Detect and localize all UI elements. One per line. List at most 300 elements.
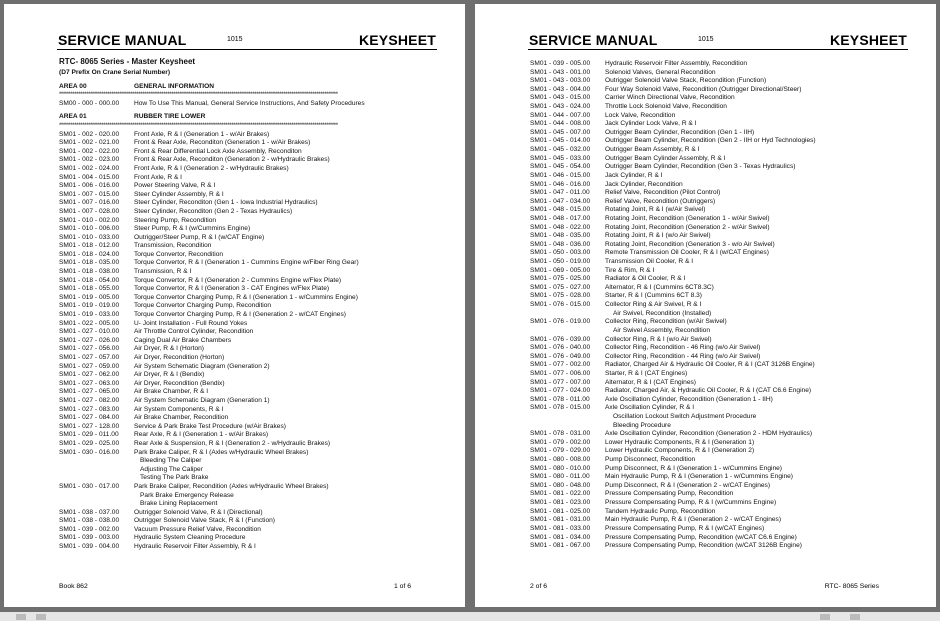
list-item	[59, 406, 445, 415]
page-1-body	[59, 58, 445, 552]
entry-description: Outrigger/Steer Pump, R & I (w/CAT Engine)	[134, 233, 265, 241]
entry-description: Outrigger Solenoid Valve, R & I (Directional)	[134, 508, 263, 516]
entry-description: Torque Convertor, Recondition	[134, 250, 224, 258]
entry-code: SM01 - 045 - 032.00	[530, 146, 591, 154]
entry-code: SM01 - 081 - 025.00	[530, 507, 591, 515]
list-item	[59, 165, 445, 174]
entry-code: SM01 - 048 - 022.00	[530, 223, 591, 231]
list-item	[59, 328, 445, 337]
header-keysheet: KEYSHEET	[829, 32, 907, 48]
list-item	[59, 156, 445, 165]
entry-description: Air System Schematic Diagram (Generation 1)	[134, 396, 270, 404]
viewer-toolbar	[0, 612, 940, 621]
entry-code: SM01 - 027 - 083.00	[59, 405, 120, 413]
footer-right: RTC- 8065 Series	[824, 583, 879, 590]
list-item	[530, 490, 916, 499]
entry-code: SM01 - 081 - 033.00	[530, 524, 591, 532]
header-code: 1015	[227, 36, 243, 43]
entry-description: Air Dryer, Recondition (Horton)	[134, 354, 225, 361]
list-item	[530, 215, 916, 224]
entry-description: Pressure Compensating Pump, R & I (w/Cummins Engine)	[605, 499, 777, 507]
entry-code: SM01 - 039 - 003.00	[59, 534, 120, 542]
entry-code: SM01 - 077 - 024.00	[530, 387, 591, 395]
entry-description: Alternator, R & I (CAT Engines)	[605, 378, 697, 386]
entry-code: SM01 - 027 - 128.00	[59, 422, 120, 430]
entry-code: SM01 - 010 - 033.00	[59, 233, 120, 241]
list-item	[530, 465, 916, 474]
entry-description: Torque Convertor, R & I (Generation 2 - Cummins Engine w/Flex Plate)	[134, 276, 342, 284]
entry-description: Outrigger Solenoid Valve Stack, R & I (Function)	[134, 517, 275, 525]
entry-code: SM01 - 002 - 023.00	[59, 156, 120, 164]
list-item	[530, 516, 916, 525]
entry-code: SM01 - 018 - 035.00	[59, 259, 120, 267]
list-subitem	[530, 310, 916, 319]
entry-code: SM01 - 039 - 004.00	[59, 543, 120, 551]
list-item	[530, 267, 916, 276]
entry-code: SM01 - 002 - 021.00	[59, 139, 120, 147]
header-keysheet: KEYSHEET	[358, 32, 436, 48]
entry-subtopic: Testing The Park Brake	[140, 474, 209, 482]
list-item	[59, 380, 445, 389]
entry-subtopic: Bleeding The Caliper	[140, 457, 202, 465]
entry-description: Torque Convertor, R & I (Generation 1 - Cummins Engine w/Fiber Ring Gear)	[134, 259, 359, 267]
entry-code: SM01 - 027 - 056.00	[59, 345, 120, 353]
list-item	[530, 344, 916, 353]
list-item	[59, 217, 445, 226]
entry-code: SM01 - 050 - 019.00	[530, 258, 591, 266]
entry-description: Tandem Hydraulic Pump, Recondition	[605, 507, 716, 515]
entry-description: Park Brake Caliper, Recondition (Axles w/Hydraulic Wheel Brakes)	[134, 482, 329, 490]
list-item	[59, 534, 445, 543]
entry-description: Jack Cylinder Lock Valve, R & I	[605, 120, 697, 128]
entry-description: Transmission Oil Cooler, R & I	[605, 258, 694, 266]
list-item	[530, 534, 916, 543]
entry-description: Jack Cylinder, Recondition	[605, 180, 683, 188]
entry-description: Lower Hydraulic Components, R & I (Generation 1)	[605, 438, 755, 446]
sm00-entry	[59, 100, 445, 109]
entry-code: SM01 - 075 - 025.00	[530, 275, 591, 283]
entry-code: SM01 - 080 - 048.00	[530, 481, 591, 489]
entry-description: Carrier Winch Directional Valve, Recondition	[605, 94, 735, 102]
list-item	[530, 86, 916, 95]
entry-description: Air System Schematic Diagram (Generation 2)	[134, 362, 270, 370]
area-01-heading	[59, 113, 445, 122]
list-item	[530, 292, 916, 301]
entry-description: Air System Components, R & I	[134, 405, 224, 413]
list-item	[59, 363, 445, 372]
entry-description: Pump Disconnect, R & I (Generation 2 - w/CAT Engines)	[605, 481, 771, 489]
entry-description: Transmission, R & I	[134, 268, 192, 276]
list-item	[59, 259, 445, 268]
header-title: SERVICE MANUAL	[529, 32, 658, 48]
entry-description: Transmission, Recondition	[134, 242, 212, 250]
entry-code: SM01 - 018 - 038.00	[59, 268, 120, 276]
area-code: AREA 00	[59, 82, 87, 90]
entry-code: SM01 - 046 - 015.00	[530, 171, 591, 179]
entry-description: Air Dryer, Recondition (Bendix)	[134, 379, 225, 387]
list-item	[530, 258, 916, 267]
entry-description: Remote Transmission Oil Cooler, R & I (w/CAT Engines)	[605, 249, 769, 257]
list-subitem	[59, 466, 445, 475]
entry-description: Outrigger Beam Cylinder, Recondition (Gen 2 - IIH or Hyd Technologies)	[605, 137, 816, 145]
list-item	[530, 284, 916, 293]
entry-description: Solenoid Valves, General Recondition	[605, 68, 716, 76]
list-item	[59, 139, 445, 148]
page-icon[interactable]	[36, 614, 46, 620]
entry-description: Outrigger Beam Cylinder, Recondition (Gen 3 - Texas Hydraulics)	[605, 163, 796, 171]
page-header	[57, 33, 437, 50]
list-item	[59, 311, 445, 320]
footer-page-number: 1 of 6	[393, 583, 411, 590]
entry-description: Axle Oscillation Cylinder, Recondition (Generation 2 - HDM Hydraulics)	[605, 430, 813, 438]
entry-code: SM01 - 077 - 006.00	[530, 369, 591, 377]
list-item	[59, 397, 445, 406]
list-item	[530, 542, 916, 551]
entry-description: Pressure Compensating Pump, Recondition (w/CAT C6.6 Engine)	[605, 533, 797, 541]
entry-code: SM01 - 007 - 028.00	[59, 207, 120, 215]
entry-description: Radiator, Charged Air & Hydraulic Oil Cooler, R & I (CAT 3126B Engine)	[605, 361, 815, 369]
list-item	[59, 345, 445, 354]
entry-code: SM01 - 019 - 033.00	[59, 311, 120, 319]
entry-description: Main Hydraulic Pump, R & I (Generation 2 - w/CAT Engines)	[605, 516, 782, 524]
list-item	[530, 198, 916, 207]
entry-code: SM01 - 006 - 016.00	[59, 182, 120, 190]
entry-code: SM01 - 027 - 063.00	[59, 379, 120, 387]
entry-code: SM01 - 076 - 015.00	[530, 301, 591, 309]
entry-subtopic: Brake Lining Replacement	[140, 500, 218, 508]
page-header	[528, 33, 908, 50]
list-item	[59, 182, 445, 191]
entry-list	[530, 60, 916, 551]
entry-code: SM01 - 027 - 084.00	[59, 414, 120, 422]
entry-description: Outrigger Solenoid Valve Stack, Recondition (Function)	[605, 77, 767, 85]
list-item	[59, 320, 445, 329]
list-item	[530, 206, 916, 215]
entry-code: SM01 - 044 - 008.00	[530, 120, 591, 128]
list-item	[530, 473, 916, 482]
entry-description: Axle Oscillation Cylinder, R & I	[605, 404, 695, 412]
list-item	[530, 404, 916, 413]
list-item	[530, 146, 916, 155]
list-item	[530, 482, 916, 491]
entry-code: SM01 - 048 - 035.00	[530, 232, 591, 240]
entry-code: SM01 - 010 - 006.00	[59, 225, 120, 233]
entry-subtopic: Air Swivel, Recondition (Installed)	[613, 309, 712, 317]
entry-description: Relief Valve, Recondition (Pilot Control)	[605, 189, 721, 197]
entry-code: SM01 - 030 - 016.00	[59, 448, 120, 456]
entry-description: Steer Cylinder, Reconditon (Gen 1 - Iowa Industrial Hydraulics)	[134, 199, 318, 207]
entry-code: SM01 - 078 - 031.00	[530, 430, 591, 438]
entry-description: Air Brake Chamber, Recondition	[134, 414, 229, 422]
entry-code: SM01 - 018 - 012.00	[59, 242, 120, 250]
entry-code: SM01 - 029 - 025.00	[59, 439, 120, 447]
entry-code: SM01 - 038 - 037.00	[59, 508, 120, 516]
entry-description: Torque Convertor, R & I (Generation 3 - CAT Engines w/Flex Plate)	[134, 285, 330, 293]
list-item	[59, 242, 445, 251]
list-item	[530, 172, 916, 181]
entry-code: SM01 - 077 - 007.00	[530, 378, 591, 386]
list-item	[530, 232, 916, 241]
entry-code: SM01 - 043 - 024.00	[530, 103, 591, 111]
entry-code: SM01 - 081 - 034.00	[530, 533, 591, 541]
separator-stars: ************************************************************************************************************************************************	[59, 92, 338, 99]
entry-description: Front Axle, R & I (Generation 2 - w/Hydraulic Brakes)	[134, 164, 289, 172]
entry-description: Lock Valve, Recondition	[605, 111, 676, 119]
page-2-body	[530, 60, 916, 551]
entry-description: Rear Axle, R & I (Generation 1 - w/Air Brakes)	[134, 431, 269, 439]
entry-code: SM01 - 030 - 017.00	[59, 482, 120, 490]
list-item	[59, 414, 445, 423]
entry-description: Front & Rear Axle, Reconditon (Generation 2 - w/Hydraulic Brakes)	[134, 156, 330, 164]
entry-code: SM01 - 046 - 016.00	[530, 180, 591, 188]
entry-code: SM01 - 018 - 055.00	[59, 285, 120, 293]
entry-subtopic: Air Swivel Assembly, Recondition	[613, 326, 710, 334]
entry-code: SM01 - 002 - 022.00	[59, 147, 120, 155]
footer-page-number: 2 of 6	[530, 583, 548, 590]
entry-code: SM01 - 027 - 082.00	[59, 396, 120, 404]
entry-code: SM01 - 079 - 029.00	[530, 447, 591, 455]
entry-description: Outrigger Beam Cylinder Assembly, R & I	[605, 154, 726, 162]
list-item	[530, 439, 916, 448]
entry-description: Alternator, R & I (Cummins 6CT8.3C)	[605, 283, 714, 291]
entry-description: Lower Hydraulic Components, R & I (Generation 2)	[605, 447, 755, 455]
list-item	[530, 94, 916, 103]
entry-description: Starter, R & I (CAT Engines)	[605, 369, 688, 377]
list-item	[530, 155, 916, 164]
entry-description: Front Axle, R & I	[134, 173, 183, 181]
entry-description: Rotating Joint, R & I (w/o Air Swivel)	[605, 232, 711, 240]
entry-description: How To Use This Manual, General Service Instructions, And Safety Procedures	[134, 99, 365, 107]
two-page-view-icon[interactable]	[820, 614, 830, 620]
entry-code: SM01 - 076 - 039.00	[530, 335, 591, 343]
list-item	[530, 249, 916, 258]
entry-code: SM01 - 047 - 011.00	[530, 189, 590, 197]
list-item	[59, 208, 445, 217]
entry-code: SM01 - 045 - 007.00	[530, 128, 591, 136]
entry-code: SM01 - 022 - 005.00	[59, 319, 120, 327]
list-item	[530, 77, 916, 86]
entry-description: Rotating Joint, Recondition (Generation 2 - w/Air Swivel)	[605, 223, 770, 231]
entry-description: Front & Rear Differential Lock Axle Assembly, Reconditon	[134, 147, 302, 155]
entry-code: SM01 - 043 - 015.00	[530, 94, 591, 102]
entry-code: SM01 - 019 - 019.00	[59, 302, 120, 310]
list-item	[59, 449, 445, 458]
entry-subtopic: Park Brake Emergency Release	[140, 491, 234, 499]
series-title: RTC- 8065 Series - Master Keysheet	[59, 58, 196, 66]
area-00-heading	[59, 83, 445, 92]
entry-description: Collector Ring, Recondition - 44 Ring (w/o Air Swivel)	[605, 352, 761, 360]
page-2	[475, 4, 936, 607]
list-item	[59, 423, 445, 432]
entry-code: SM01 - 076 - 049.00	[530, 352, 591, 360]
list-item	[530, 396, 916, 405]
entry-description: Tire & Rim, R & I	[605, 266, 655, 274]
series-subtitle: (D7 Prefix On Crane Serial Number)	[59, 69, 171, 76]
entry-subtopic: Bleeding Procedure	[613, 421, 671, 429]
entry-description: Air Brake Chamber, R & I	[134, 388, 209, 396]
scroll-view-icon[interactable]	[850, 614, 860, 620]
entry-code: SM01 - 048 - 017.00	[530, 214, 591, 222]
entry-code: SM01 - 002 - 024.00	[59, 164, 120, 172]
entry-code: SM01 - 047 - 034.00	[530, 197, 591, 205]
list-item	[59, 277, 445, 286]
entry-description: Hydraulic Reservoir Filter Assembly, R & I	[134, 543, 256, 551]
list-item	[59, 199, 445, 208]
list-item	[59, 543, 445, 552]
area-name: RUBBER TIRE LOWER	[134, 113, 206, 121]
entry-description: Outrigger Beam Cylinder, Recondition (Gen 1 - IIH)	[605, 128, 755, 136]
entry-code: SM01 - 038 - 038.00	[59, 517, 120, 525]
entry-code: SM01 - 007 - 016.00	[59, 199, 120, 207]
entry-description: Main Hydraulic Pump, R & I (Generation 1 - w/Cummins Engine)	[605, 473, 793, 481]
entry-code: SM01 - 043 - 004.00	[530, 85, 591, 93]
list-item	[59, 148, 445, 157]
entry-description: Collector Ring, Recondition (w/Air Swivel)	[605, 318, 727, 326]
entry-description: Air Dryer, R & I (Horton)	[134, 345, 204, 353]
entry-description: Collector Ring, Recondition - 46 Ring (w/o Air Swivel)	[605, 344, 761, 352]
page-1	[4, 4, 465, 607]
list-item	[530, 456, 916, 465]
entry-description: Pump Disconnect, Recondition	[605, 456, 696, 464]
entry-description: Torque Convertor Charging Pump, R & I (Generation 1 - w/Cummins Engine)	[134, 293, 358, 301]
entry-code: SM01 - 018 - 024.00	[59, 250, 120, 258]
list-item	[530, 318, 916, 327]
entry-code: SM01 - 078 - 011.00	[530, 395, 590, 403]
entry-code: SM01 - 080 - 008.00	[530, 456, 591, 464]
entry-description: Jack Cylinder, R & I	[605, 171, 663, 179]
list-item	[59, 526, 445, 535]
entry-code: SM01 - 002 - 020.00	[59, 130, 120, 138]
list-subitem	[59, 457, 445, 466]
entry-code: SM01 - 075 - 028.00	[530, 292, 591, 300]
entry-description: Pressure Compensating Pump, R & I (w/CAT Engines)	[605, 524, 765, 532]
entry-code: SM01 - 048 - 015.00	[530, 206, 591, 214]
entry-description: Collector Ring, R & I (w/o Air Swivel)	[605, 335, 712, 343]
entry-description: Outrigger Beam Assembly, R & I	[605, 146, 700, 154]
entry-description: Pump Disconnect, R & I (Generation 1 - w/Cummins Engine)	[605, 464, 783, 472]
entry-description: Front Axle, R & I (Generation 1 - w/Air Brakes)	[134, 130, 270, 138]
entry-code: SM01 - 045 - 033.00	[530, 154, 591, 162]
entry-code: SM01 - 027 - 059.00	[59, 362, 120, 370]
list-item	[59, 268, 445, 277]
entry-code: SM01 - 019 - 005.00	[59, 293, 120, 301]
entry-code: SM00 - 000 - 000.00	[59, 99, 120, 107]
list-item	[530, 137, 916, 146]
list-item	[530, 181, 916, 190]
entry-code: SM01 - 027 - 065.00	[59, 388, 120, 396]
list-subitem	[530, 327, 916, 336]
list-item	[530, 447, 916, 456]
entry-description: Radiator & Oil Cooler, R & I	[605, 275, 686, 283]
entry-code: SM01 - 007 - 015.00	[59, 190, 120, 198]
entry-description: Collector Ring & Air Swivel, R & I	[605, 301, 702, 309]
entry-code: SM01 - 081 - 067.00	[530, 542, 591, 550]
list-item	[530, 69, 916, 78]
separator-stars: ************************************************************************************************************************************************	[59, 122, 338, 129]
entry-code: SM01 - 081 - 022.00	[530, 490, 591, 498]
list-subitem	[59, 492, 445, 501]
list-item	[59, 251, 445, 260]
entry-code: SM01 - 075 - 027.00	[530, 283, 591, 291]
area-name: GENERAL INFORMATION	[134, 82, 214, 90]
entry-subtopic: Adjusting The Caliper	[140, 465, 203, 473]
list-item	[59, 431, 445, 440]
area-code: AREA 01	[59, 113, 87, 121]
header-code: 1015	[698, 36, 714, 43]
entry-description: Steer Cylinder Assembly, R & I	[134, 190, 224, 198]
list-item	[530, 508, 916, 517]
list-item	[530, 224, 916, 233]
entry-description: Rotating Joint, Recondition (Generation 1 - w/Air Swivel)	[605, 214, 770, 222]
entry-code: SM01 - 077 - 002.00	[530, 361, 591, 369]
list-item	[59, 131, 445, 140]
list-item	[59, 440, 445, 449]
entry-description: Steer Cylinder, Reconditon (Gen 2 - Texas Hydraulics)	[134, 207, 293, 215]
entry-description: Throttle Lock Solenoid Valve, Recondition	[605, 103, 727, 111]
list-item	[530, 301, 916, 310]
entry-description: Starter, R & I (Cummins 6CT 8.3)	[605, 292, 702, 300]
entry-description: U- Joint Installation - Full Round Yokes	[134, 319, 248, 327]
list-subitem	[59, 500, 445, 509]
entry-code: SM01 - 027 - 062.00	[59, 371, 120, 379]
list-subitem	[530, 422, 916, 431]
footer-left: Book 862	[59, 583, 88, 590]
header-title: SERVICE MANUAL	[58, 32, 187, 48]
list-item	[530, 103, 916, 112]
entry-description: Torque Convertor Charging Pump, Recondition	[134, 302, 272, 310]
entry-code: SM01 - 079 - 002.00	[530, 438, 591, 446]
entry-description: Steer Pump, R & I (w/Cummins Engine)	[134, 225, 251, 233]
list-subitem	[530, 413, 916, 422]
entry-code: SM01 - 027 - 026.00	[59, 336, 120, 344]
list-item	[530, 379, 916, 388]
list-item	[530, 387, 916, 396]
entry-code: SM01 - 043 - 001.00	[530, 68, 591, 76]
entry-list	[59, 131, 445, 552]
entry-code: SM01 - 004 - 015.00	[59, 173, 120, 181]
entry-description: Park Brake Caliper, R & I (Axles w/Hydraulic Wheel Brakes)	[134, 448, 309, 456]
list-item	[59, 294, 445, 303]
entry-code: SM01 - 027 - 010.00	[59, 328, 120, 336]
list-item	[59, 388, 445, 397]
entry-code: SM01 - 045 - 014.00	[530, 137, 591, 145]
entry-code: SM01 - 039 - 005.00	[530, 60, 591, 67]
list-item	[530, 370, 916, 379]
list-item	[530, 241, 916, 250]
page-icon[interactable]	[16, 614, 26, 620]
entry-code: SM01 - 081 - 031.00	[530, 516, 591, 524]
list-item	[530, 361, 916, 370]
entry-description: Hydraulic Reservoir Filter Assembly, Recondition	[605, 60, 748, 67]
list-subitem	[59, 474, 445, 483]
list-item	[59, 337, 445, 346]
entry-description: Air Dryer, R & I (Bendix)	[134, 371, 205, 379]
list-item	[530, 353, 916, 362]
list-item	[530, 163, 916, 172]
entry-code: SM01 - 050 - 003.00	[530, 249, 591, 257]
list-item	[59, 191, 445, 200]
entry-code: SM01 - 081 - 023.00	[530, 499, 591, 507]
list-item	[59, 174, 445, 183]
list-item	[59, 483, 445, 492]
entry-description: Rotating Joint, Recondition (Generation 3 - w/o Air Swivel)	[605, 240, 775, 248]
entry-code: SM01 - 076 - 040.00	[530, 344, 591, 352]
entry-description: Pressure Compensating Pump, Recondition	[605, 490, 734, 498]
list-item	[530, 112, 916, 121]
list-item	[59, 302, 445, 311]
entry-code: SM01 - 045 - 054.00	[530, 163, 591, 171]
entry-description: Relief Valve, Recondition (Outriggers)	[605, 197, 716, 205]
